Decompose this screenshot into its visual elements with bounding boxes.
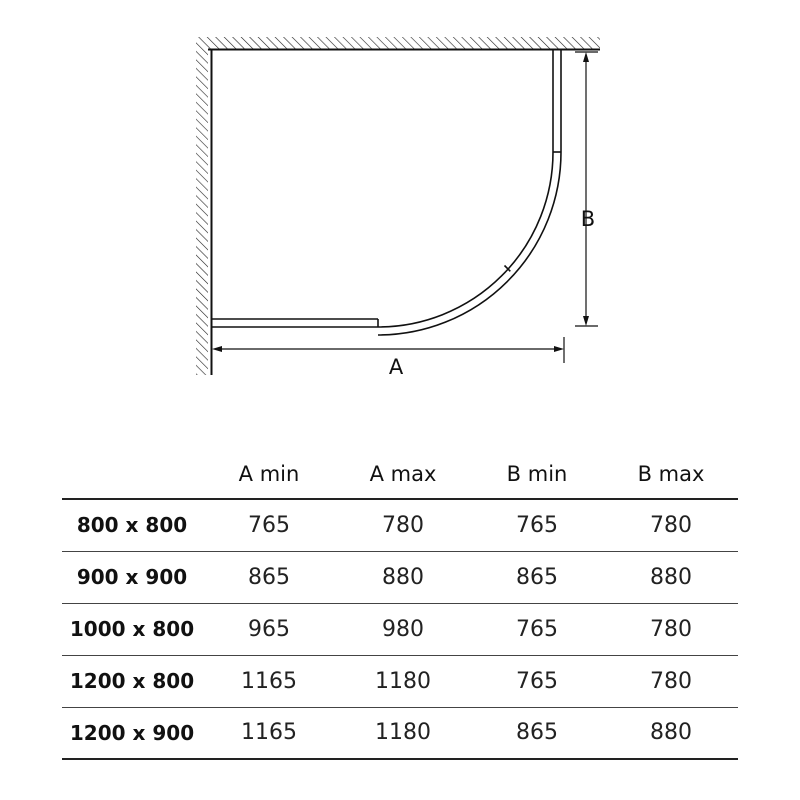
table-row [62, 499, 738, 551]
table-cell: 780 [650, 668, 692, 694]
table-header-cell: A max [369, 462, 437, 486]
table-header-cell [62, 450, 202, 499]
table-header-row [62, 450, 738, 499]
table-cell: 980 [382, 616, 424, 642]
size-cell: 1000 x 800 [69, 617, 195, 641]
left-wall-hatching [196, 49, 208, 375]
dimension-a-label: A [388, 355, 404, 379]
table-header-cell: A min [238, 462, 300, 486]
table-cell: 1165 [241, 668, 297, 694]
curved-door-panels [378, 152, 561, 335]
table-cell: 880 [650, 720, 692, 746]
table-cell: 765 [516, 512, 558, 538]
table-header-cell: B max [637, 462, 705, 486]
size-cell: 1200 x 900 [69, 720, 195, 745]
table-cell: 780 [650, 512, 692, 538]
table-cell: 1165 [241, 720, 297, 746]
table-cell: 780 [382, 512, 424, 538]
table-row [62, 655, 738, 707]
table-cell: 780 [650, 616, 692, 642]
dimension-b-label: B [580, 207, 596, 231]
table-row [62, 603, 738, 655]
table-cell: 765 [516, 616, 558, 642]
size-cell: 1200 x 800 [69, 669, 195, 693]
table-cell: 765 [248, 512, 290, 538]
table-cell: 865 [248, 564, 290, 590]
table-row [62, 551, 738, 603]
bottom-straight-panel [212, 319, 378, 327]
table-cell: 765 [516, 668, 558, 694]
table-cell: 1180 [375, 668, 431, 694]
table-header-cell: B min [506, 462, 568, 486]
table-cell: 880 [650, 564, 692, 590]
table-cell: 965 [248, 616, 290, 642]
size-cell: 900 x 900 [76, 565, 188, 589]
table-cell: 865 [516, 564, 558, 590]
table-cell: 880 [382, 564, 424, 590]
table-cell: 865 [516, 720, 558, 746]
right-straight-panel [553, 50, 561, 152]
size-specification-table [62, 450, 738, 760]
table-cell: 1180 [375, 720, 431, 746]
table-row [62, 707, 738, 759]
top-wall-hatching [196, 37, 600, 49]
dimension-b [575, 52, 598, 326]
size-cell: 800 x 800 [76, 513, 188, 538]
